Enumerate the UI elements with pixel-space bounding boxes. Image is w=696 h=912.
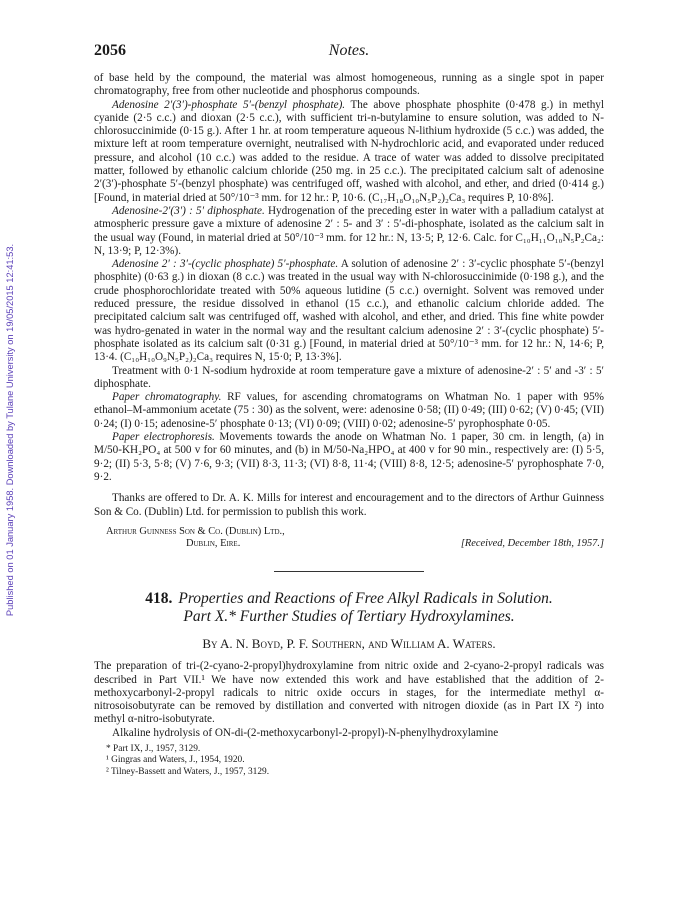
- affiliation-block: [94, 526, 604, 551]
- title-line-2: Part X.* Further Studies of Tertiary Hydroxylamines.: [183, 607, 515, 625]
- paragraph-heading: Paper electrophoresis.: [112, 431, 215, 444]
- received-date: [Received, December 18th, 1957.]: [460, 538, 604, 550]
- article-title: [94, 590, 604, 626]
- paragraph-text: The preparation of tri-(2-cyano-2-propyl)hydroxylamine from nitric oxide and 2-cyano-2-propyl radicals was described in Part VII.¹ We have now extended this work and have established that the addition of 2-methoxycarbonyl-2-propyl radicals to nitric oxide occurs in stages, for the intermediate methyl α-nitrosoisobutyrate can be removed by distillation and converted with nitrogen dioxide (as in Part IX ²) into methyl α-nitro-isobutyrate.: [94, 660, 604, 726]
- body-paragraph: [94, 492, 604, 519]
- paragraph-gap: [94, 484, 604, 492]
- paragraph-text: Alkaline hydrolysis of ON-di-(2-methoxycarbonyl-2-propyl)-N-phenylhydroxylamine: [112, 726, 499, 739]
- body-paragraph: [94, 205, 604, 258]
- article-number: 418.: [145, 589, 173, 607]
- paragraph-text: RF values, for ascending chromatograms on Whatman No. 1 paper with 95% ethanol–M-ammonium acetate (75 : 30) as the solvent, were: adenosine 0·58; (II) 0·49; (III) 0·62; (V) 0·45; (VII) 0·24; (I) 0·15; adenosine-5′ phosphate 0·13; (VI) 0·09; (VIII) 0·02; adenosine-5′ pyrophosphate 0·05.: [94, 391, 604, 430]
- paragraph-heading: Paper chromatography.: [112, 391, 222, 404]
- affiliation-line-2: Dublin, Eire.: [186, 538, 241, 550]
- paragraph-text: Treatment with 0·1 N-sodium hydroxide at room temperature gave a mixture of adenosine-2′ : 5′ and -3′ : 5′ diphosphate.: [94, 364, 604, 390]
- intro-paragraph: [94, 660, 604, 726]
- body-paragraph: [94, 258, 604, 364]
- footnote-1: ¹ Gingras and Waters, J., 1954, 1920.: [106, 755, 245, 766]
- footnote-star: * Part IX, J., 1957, 3129.: [106, 744, 201, 755]
- page-text: [94, 72, 604, 778]
- paragraph-text: Hydrogenation of the preceding ester in water with a palladium catalyst at atmospheric pressure gave a mixture of adenosine 2′ : 5- and 3′ : 5′-di-phosphate, isolated as the calcium salt in the usual way (Found, in material dried at 50°/10⁻³ mm. for 12 hr.: N, 13·5; P, 12·6. Calc. for C₁₀H₁₁O₁₀N₅P₂Ca₂: N, 13·9; P, 12·3%).: [94, 204, 605, 257]
- article-authors: By A. N. Boyd, P. F. Southern, and William A. Waters.: [202, 635, 496, 651]
- paragraph-text: A solution of adenosine 2′ : 3′-cyclic phosphate 5′-(benzyl phosphite) (0·63 g.) in dioxan (8 c.c.) was treated in the usual way with N-chlorosuccinimide (0·198 g.), and the crude phosphorochloridate treated with 50% aqueous lutidine (5 c.c.) overnight. Solvent was removed under reduced pressure, the residue dissolved in ethanol (15 c.c.), and ethanolic calcium chloride added. The precipitated calcium salt was centrifuged off, washed with alcohol, and ether, and dried. This fine white powder was hydro-genated in water in the normal way and the resultant calcium adenosine 2′ : 3′-(cyclic phosphate) 5′-phosphate isolated as its calcium salt (0·31 g.) [Found, in material dried at 50°/10⁻³ mm. for 12 hr.: N, 14·6; P, 13·4. (C₁₀H₁₀O₉N₅P₂)₂Ca₃ requires N, 15·0; P, 13·3%].: [94, 258, 604, 364]
- body-paragraph: [94, 72, 604, 99]
- body-paragraph: [94, 365, 604, 392]
- paragraph-heading: Adenosine-2′(3′) : 5′ diphosphate.: [112, 204, 265, 217]
- intro-paragraph: [94, 727, 604, 740]
- footnote-2: ² Tilney-Bassett and Waters, J., 1957, 3129.: [106, 766, 270, 777]
- section-divider: [274, 571, 424, 572]
- body-paragraph: [94, 431, 604, 484]
- paragraph-heading: Adenosine 2′ : 3′-(cyclic phosphate) 5′-phosphate.: [112, 258, 339, 271]
- paragraph-text: Thanks are offered to Dr. A. K. Mills for interest and encouragement and to the directors of Arthur Guinness Son & Co. (Dublin) Ltd. for permission to publish this work.: [94, 492, 604, 518]
- notes-body: [94, 72, 604, 519]
- paragraph-heading: Adenosine 2′(3′)-phosphate 5′-(benzyl phosphate).: [112, 98, 346, 111]
- footnotes: [94, 744, 604, 778]
- paragraph-text: The above phosphate phosphite (0·478 g.) in methyl cyanide (2·5 c.c.) and dioxan (2·5 c.c.), with sufficient tri-n-butylamine to ensure solution, was added to N-chlorosuccinimide (0·15 g.). After 1 hr. at room temperature aqueous N-lithium hydroxide (5 c.c.) was added, the mixture left at room temperature overnight, neutralised with N-hydrochloric acid, and evaporated under reduced pressure, and alcohol (10 c.c.) was added to the residue. A trace of water was added to dissolve precipitated matter, followed by ethanolic calcium chloride (250 mg. in 25 c.c.). The precipitated calcium salt of adenosine 2′(3′)-phosphate 5′-(benzyl phosphate) was centrifuged off, washed with alcohol, and ether, and dried (0·414 g.) [Found, in material dried at 50°/10⁻³ mm. for 12 hr.: P, 10·6. (C₁₇H₁₈O₁₀N₅P₂)₂Ca₃ requires P, 10·8%].: [94, 98, 604, 204]
- paragraph-text: of base held by the compound, the material was almost homogeneous, running as a single spot in paper chromatography, free from other nucleotide and phosphorus compounds.: [94, 72, 604, 98]
- article-intro: [94, 660, 604, 740]
- paragraph-text: Movements towards the anode on Whatman No. 1 paper, 30 cm. in length, (a) in M/50-KH₂PO₄ at 500 v for 60 minutes, and (b) in M/50-Na₂HPO₄ at 400 v for 90 min., respectively are: (I) 5·5, 9·2; (II) 5·3, 5·8; (V) 7·6, 9·3; (VII) 8·3, 11·3; (VI) 8·8, 11·4; (VIII) 8·8, 12·5; adenosine-5′ pyrophosphate 7·0, 9·2.: [94, 431, 604, 483]
- running-head: Notes.: [328, 42, 370, 59]
- download-watermark: [4, 150, 16, 710]
- page-header: [94, 42, 604, 64]
- page-number: 2056: [94, 42, 126, 59]
- affiliation-line-1: Arthur Guinness Son & Co. (Dublin) Ltd.,: [106, 525, 285, 537]
- title-line-1: Properties and Reactions of Free Alkyl Radicals in Solution.: [178, 589, 553, 607]
- body-paragraph: [94, 99, 604, 205]
- download-watermark-text: Published on 01 January 1958. Downloaded by Tulane University on 19/05/2015 12:41:53.: [5, 243, 15, 617]
- body-paragraph: [94, 391, 604, 431]
